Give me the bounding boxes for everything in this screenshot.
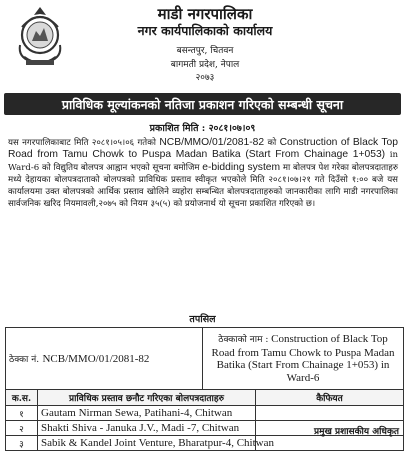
column-header-sn: क.स.: [6, 390, 38, 406]
contract-ref-label: ठेक्का नं.: [9, 355, 40, 365]
contract-ref-cell: [6, 328, 203, 390]
row-sn: २: [6, 421, 38, 436]
contract-project-cell: [203, 328, 404, 390]
published-date: प्रकाशित मिति : २०८१।०७।०९: [149, 123, 256, 134]
body-text-1: यस नगरपालिकाबाट मिति २०८१।०५।०६ गतेको: [8, 138, 160, 148]
row-bidder: Gautam Nirman Sewa, Patihani-4, Chitwan: [38, 406, 256, 421]
body-project-name: Construction of Black Top Road from Tamu Chowk to Puspa Madan Batika (Start From Chainage 1+053): [8, 137, 398, 161]
column-header-bidder: प्राविधिक प्रस्ताव छनौट गरिएका बोलपत्रदाताहरु: [38, 390, 256, 406]
municipality-name: माडी नगरपालिका: [157, 5, 253, 23]
table-row: [6, 436, 404, 451]
office-address: बसन्तपुर, चितवन: [176, 46, 234, 56]
row-sn: १: [6, 406, 38, 421]
contract-ref-value: NCB/MMO/01/2081-82: [42, 353, 150, 365]
body-ref-number: NCB/MMO/01/2081-82: [159, 137, 265, 148]
row-bidder: Sabik & Kandel Joint Venture, Bharatpur-4, Chitwan: [38, 436, 256, 451]
office-name: नगर कार्यपालिकाको कार्यालय: [137, 23, 273, 38]
row-remarks: [256, 436, 404, 451]
table-row: [6, 406, 404, 421]
row-bidder: Shakti Shiva - Januka J.V., Madi -7, Chitwan: [38, 421, 256, 436]
contract-project-label: ठेक्काको नाम :: [218, 335, 269, 345]
table-header-row: [6, 390, 404, 406]
notice-title: प्राविधिक मूल्यांकनको नतिजा प्रकाशन गरिएको सम्बन्धी सूचना: [4, 93, 401, 115]
row-remarks: [256, 406, 404, 421]
body-text-4: मा बोलपत्र पेश गरेका बोलपत्रदाताहरु मध्ये देहायका बोलपत्रदाताको बोलपत्रको प्राविधिक प्रस्ताव स्वीकृत भएकोले मिति २०८१।०७।२१ गते दिउँसो १:०० बजे यस कार्यालयमा उक्त बोलपत्रको आर्थिक प्रस्ताव खोलिने व्यहोरा सम्बन्धित बोलपत्रदाताहरुको जानकारीका लागि माडी नगरपालिका सार्वजनिक खरिद नियमावली,२०७५ को नियम ३५(५) को प्रयोजनार्थ यो सूचना प्रकाशित गरिएको छ।: [8, 162, 398, 210]
column-header-remarks: कैफियत: [256, 390, 404, 406]
details-title: तपसिल: [189, 314, 216, 325]
body-system-name: e-bidding system: [202, 161, 281, 173]
letterhead: [0, 0, 405, 92]
establishment-year: २०७३: [195, 73, 215, 83]
signatory-title: प्रमुख प्रशासकीय अधिकृत: [313, 427, 399, 437]
office-province: बागमती प्रदेश, नेपाल: [170, 60, 240, 70]
row-sn: ३: [6, 436, 38, 451]
body-text-2: को: [264, 138, 280, 148]
body-text-3: in Ward-6 को विद्युतिय बोलपत्र आह्वान भएको सूचना बमोजिम: [8, 150, 398, 173]
contract-info-row: [6, 328, 404, 390]
notice-body: [8, 137, 398, 211]
contract-project-value: Construction of Black Top Road from Tamu Chowk to Puspa Madan Batika (Start From Chainage 1+053) in Ward-6: [211, 333, 395, 384]
